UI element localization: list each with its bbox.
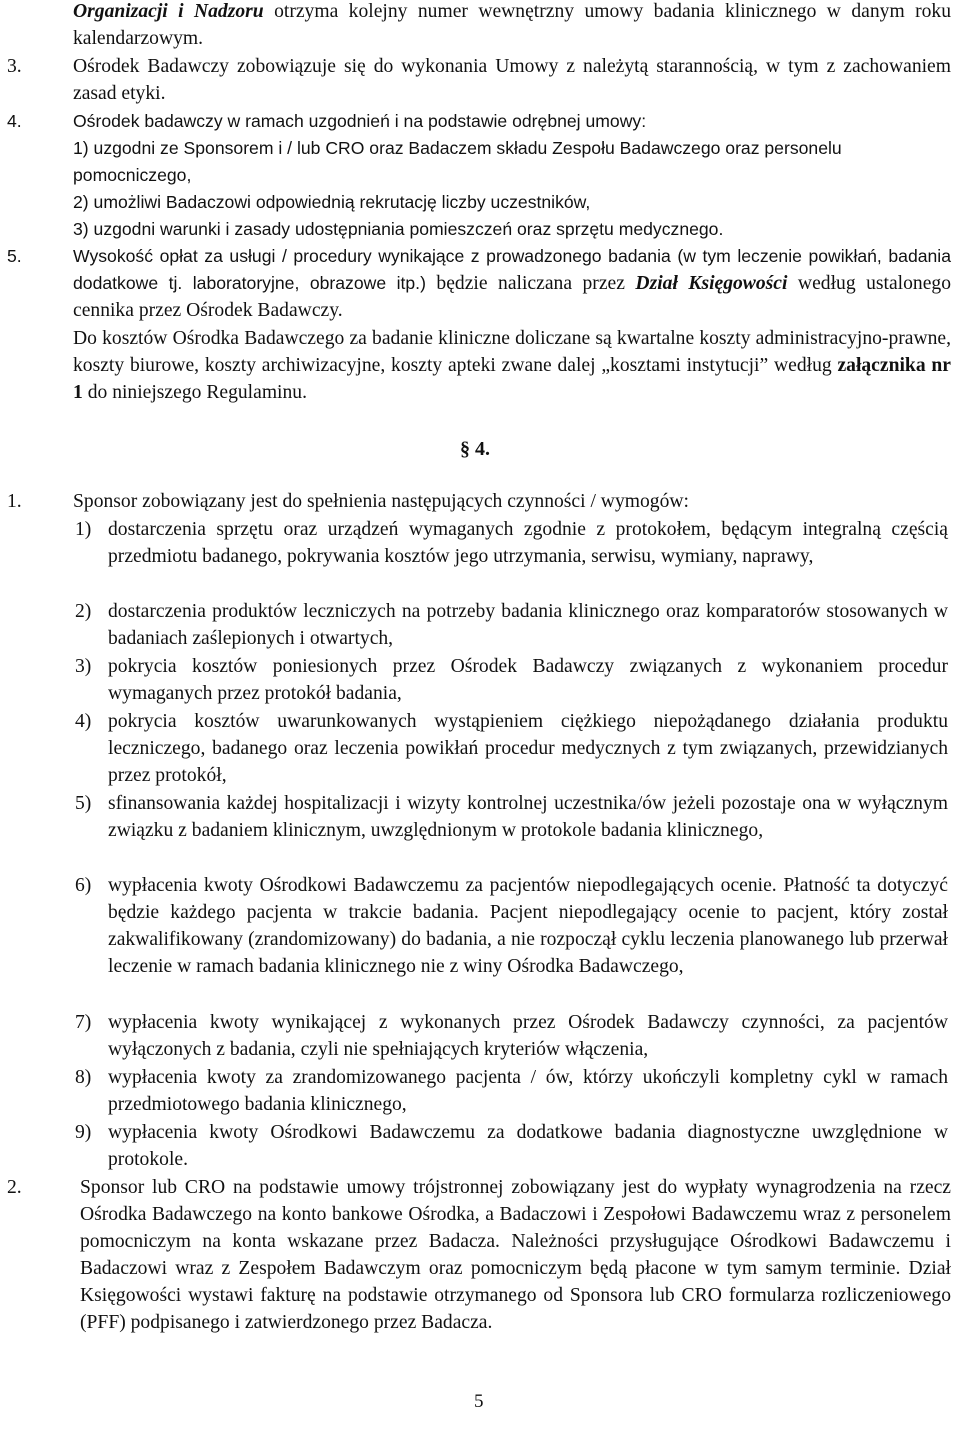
requirement-text: wypłacenia kwoty za zrandomizowanego pacjenta / ów, którzy ukończyli kompletny cykl w ramach przedmiotowego badania klinicznego, [108, 1067, 948, 1115]
requirement-number: 1) [75, 519, 92, 540]
requirement-number: 8) [75, 1067, 92, 1088]
requirement-number: 3) [75, 656, 92, 677]
requirement-text: pokrycia kosztów poniesionych przez Ośrodek Badawczy związanych z wykonaniem procedur wymaganych przez protokół badania, [108, 656, 948, 704]
section-number: 4. [475, 438, 490, 460]
requirement-text: wypłacenia kwoty Ośrodkowi Badawczemu za pacjentów niepodlegających ocenie. Płatność ta dotyczyć będzie każdego pacjenta w trakcie badania. Pacjent niepodlegający ocenie to pacjent, który został zakwalifikowany (zrandomizowany) do badania, a nie rozpoczął cyklu leczenia planowanego lub przerwał leczenie w ramach badania klinicznego nie z winy Ośrodka Badawczego, [108, 875, 948, 977]
item-number: 2. [7, 1177, 22, 1198]
requirement-text: pokrycia kosztów uwarunkowanych wystąpieniem ciężkiego niepożądanego działania produktu leczniczego, badanego oraz leczenia powikłań procedur medycznych z tym związanych, przewidzianych przez protokół, [108, 711, 948, 786]
item-4-subitem: 3) uzgodni warunki i zasady udostępniania pomieszczeń oraz sprzętu medycznego. [73, 219, 724, 239]
requirement-text: dostarczenia sprzętu oraz urządzeń wymaganych zgodnie z protokołem, będącym integralną częścią przedmiotu badanego, pokrywania kosztów jego utrzymania, serwisu, wymiany, naprawy, [108, 519, 948, 567]
requirement-text: wypłacenia kwoty Ośrodkowi Badawczemu za dodatkowe badania diagnostyczne uwzględnione w protokole. [108, 1122, 948, 1170]
item-5-paragraph-2 [73, 325, 951, 406]
org-name: Organizacji i Nadzoru [73, 1, 264, 22]
section-2-text: Sponsor lub CRO na podstawie umowy trójstronnej zobowiązany jest do wypłaty wynagrodzenia na rzecz Ośrodka Badawczego na konto bankowe Ośrodka, a Badaczowi i Zespołowi Badawczemu wraz z personelem pomocniczym na konta wskazane przez Badacza. Należności przysługujące Ośrodkowi Badawczemu i Badaczowi wraz z Zespołem Badawczym oraz pomocniczym będą płacone w tym samym terminie. Dział Księgowości wystawi fakturę na podstawie otrzymanego od Sponsora lub CRO formularza rozliczeniowego (PFF) podpisanego i zatwierdzonego przez Badacza. [80, 1177, 951, 1333]
item-4-block [73, 108, 951, 243]
section-symbol: § [460, 438, 470, 460]
item-3-text: Ośrodek Badawczy zobowiązuje się do wykonania Umowy z należytą starannością, w tym z zachowaniem zasad etyki. [73, 56, 951, 104]
attachment-reference: załącznika nr 1 [73, 355, 951, 403]
requirement-number: 9) [75, 1122, 92, 1143]
page-number: 5 [474, 1391, 484, 1412]
paragraph-text: Do kosztów Ośrodka Badawczego za badanie kliniczne doliczane są kwartalne koszty administracyjno-prawne, koszty biurowe, koszty archiwizacyjne, koszty apteki zwane dalej „kosztami instytucji” według [73, 328, 951, 376]
paragraph-text: do niniejszego Regulaminu. [82, 382, 307, 403]
requirement-number: 2) [75, 601, 92, 622]
requirement-number: 6) [75, 875, 92, 896]
requirement-text: dostarczenia produktów leczniczych na potrzeby badania klinicznego oraz komparatorów stosowanych w badaniach zaślepionych i otwartych, [108, 601, 948, 649]
item-number: 4. [7, 111, 22, 131]
continuation-text: otrzyma kolejny numer wewnętrzny umowy badania klinicznego w danym roku kalendarzowym. [73, 1, 951, 49]
item-5-text-a: będzie naliczana przez [425, 273, 636, 294]
continuation-paragraph [73, 0, 951, 52]
item-5-text-b: według ustalonego cennika przez Ośrodek Badawczy. [73, 273, 951, 321]
item-number: 1. [7, 491, 22, 512]
item-4-subitem: 1) uzgodni ze Sponsorem i / lub CRO oraz Badaczem składu Zespołu Badawczego oraz personelu pomocniczego, [73, 138, 842, 185]
dept-name: Dział Księgowości [635, 273, 788, 294]
item-4-intro: Ośrodek badawczy w ramach uzgodnień i na podstawie odrębnej umowy: [73, 111, 647, 131]
section-1-intro: Sponsor zobowiązany jest do spełnienia następujących czynności / wymogów: [73, 491, 689, 512]
item-number: 5. [7, 246, 22, 266]
item-number: 3. [7, 56, 22, 77]
requirement-number: 7) [75, 1012, 92, 1033]
requirement-number: 5) [75, 793, 92, 814]
item-5-sans-text: Wysokość opłat za usługi / procedury wynikające z prowadzonego badania (w tym leczenie powikłań, badania dodatkowe tj. laboratoryjne, obrazowe itp.) [73, 246, 951, 293]
section-heading [460, 436, 490, 463]
item-5-text [73, 243, 951, 324]
item-4-subitem: 2) umożliwi Badaczowi odpowiednią rekrutację liczby uczestników, [73, 192, 591, 212]
requirement-text: wypłacenia kwoty wynikającej z wykonanych przez Ośrodek Badawczy czynności, za pacjentów wyłączonych z badania, czyli nie spełniających kryteriów włączenia, [108, 1012, 948, 1060]
requirement-text: sfinansowania każdej hospitalizacji i wizyty kontrolnej uczestnika/ów jeżeli pozostaje ona w wyłącznym związku z badaniem klinicznym, uwzględnionym w protokole badania klinicznego, [108, 793, 948, 841]
requirement-number: 4) [75, 711, 92, 732]
